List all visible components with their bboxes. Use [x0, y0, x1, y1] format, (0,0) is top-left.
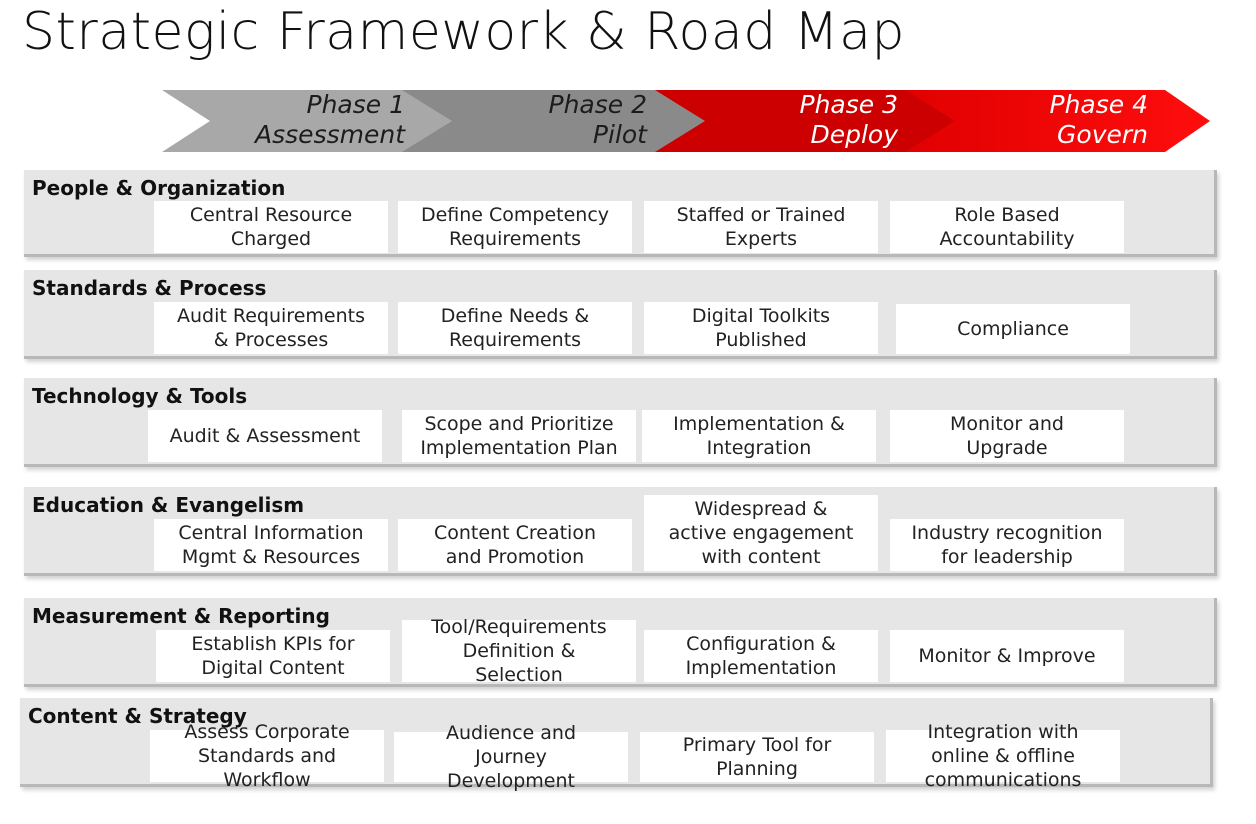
section-title: People & Organization [32, 176, 286, 200]
phase-1-label: Phase 1 Assessment [255, 90, 405, 149]
section-title: Content & Strategy [28, 704, 247, 728]
roadmap-item: Define Needs & Requirements [398, 302, 632, 354]
section-title: Measurement & Reporting [32, 604, 330, 628]
roadmap-item: Audit Requirements & Processes [154, 302, 388, 354]
roadmap-item: Define Competency Requirements [398, 201, 632, 253]
roadmap-item: Monitor and Upgrade [890, 410, 1124, 462]
roadmap-item: Audience and Journey Development [394, 732, 628, 782]
section-title: Education & Evangelism [32, 493, 305, 517]
roadmap-item: Content Creation and Promotion [398, 519, 632, 571]
roadmap-item: Integration with online & offline communications [886, 730, 1120, 782]
roadmap-item: Configuration & Implementation [644, 630, 878, 682]
roadmap-item: Assess Corporate Standards and Workflow [150, 730, 384, 782]
page-title: Strategic Framework & Road Map [22, 2, 906, 62]
roadmap-item: Industry recognition for leadership [890, 519, 1124, 571]
section-education-evangelism [24, 487, 1217, 576]
roadmap-item: Digital Toolkits Published [644, 302, 878, 354]
roadmap-item: Staffed or Trained Experts [644, 201, 878, 253]
section-title: Technology & Tools [32, 384, 248, 408]
section-standards-process [24, 270, 1217, 359]
roadmap-item: Tool/Requirements Definition & Selection [402, 620, 636, 682]
roadmap-item: Audit & Assessment [148, 410, 382, 462]
section-content-strategy [20, 698, 1213, 792]
phase-4-label: Phase 4 Govern [1049, 90, 1148, 149]
roadmap-item: Compliance [896, 304, 1130, 354]
section-title: Standards & Process [32, 276, 267, 300]
roadmap-item: Primary Tool for Planning [640, 732, 874, 782]
roadmap-item: Monitor & Improve [890, 630, 1124, 682]
phase-3-label: Phase 3 Deploy [799, 90, 898, 149]
roadmap-item: Widespread & active engagement with content [644, 495, 878, 571]
roadmap-item: Establish KPIs for Digital Content [156, 630, 390, 682]
roadmap-item: Implementation & Integration [642, 410, 876, 462]
roadmap-item: Central Information Mgmt & Resources [154, 519, 388, 571]
roadmap-item: Scope and Prioritize Implementation Plan [402, 410, 636, 462]
section-people-organization [24, 170, 1217, 257]
section-measurement-reporting [24, 598, 1217, 687]
phase-2-label: Phase 2 Pilot [548, 90, 647, 149]
roadmap-item: Central Resource Charged [154, 201, 388, 253]
roadmap-item: Role Based Accountability [890, 201, 1124, 253]
section-technology-tools [24, 378, 1217, 467]
